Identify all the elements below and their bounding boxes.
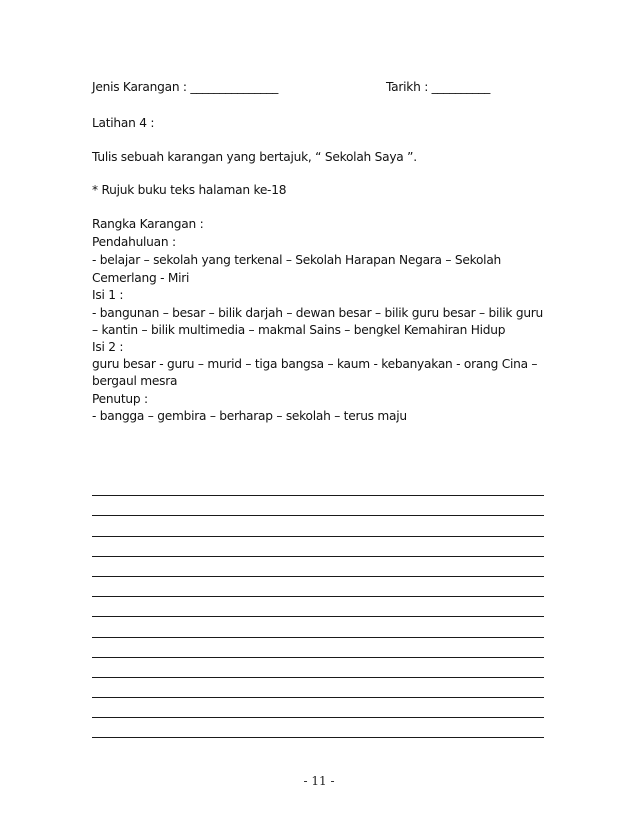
pendahuluan-heading: Pendahuluan : bbox=[92, 235, 176, 249]
pendahuluan-line: - belajar – sekolah yang terkenal – Sekolah Harapan Negara – Sekolah bbox=[92, 253, 502, 267]
isi1-line: – kantin – bilik multimedia – makmal Sains – bengkel Kemahiran Hidup bbox=[92, 323, 506, 337]
penutup-line: - bangga – gembira – berharap – sekolah – terus maju bbox=[92, 409, 407, 423]
penutup-heading: Penutup : bbox=[92, 392, 148, 406]
outline-heading: Rangka Karangan : bbox=[92, 217, 204, 231]
exercise-title: Latihan 4 : bbox=[92, 116, 155, 130]
writing-line[interactable] bbox=[92, 617, 544, 637]
writing-line[interactable] bbox=[92, 516, 544, 536]
isi1-heading: Isi 1 : bbox=[92, 288, 124, 302]
writing-line[interactable] bbox=[92, 718, 544, 738]
pendahuluan-line: Cemerlang - Miri bbox=[92, 271, 190, 285]
writing-line[interactable] bbox=[92, 658, 544, 678]
isi2-line: guru besar - guru – murid – tiga bangsa – kaum - kebanyakan - orang Cina – bbox=[92, 357, 538, 371]
writing-line[interactable] bbox=[92, 496, 544, 516]
jenis-karangan-field: Jenis Karangan : _______________ bbox=[92, 80, 279, 94]
writing-line[interactable] bbox=[92, 698, 544, 718]
writing-area[interactable] bbox=[92, 476, 544, 738]
textbook-reference: * Rujuk buku teks halaman ke-18 bbox=[92, 183, 287, 197]
writing-line[interactable] bbox=[92, 476, 544, 496]
writing-line[interactable] bbox=[92, 537, 544, 557]
writing-line[interactable] bbox=[92, 557, 544, 577]
writing-line[interactable] bbox=[92, 577, 544, 597]
tarikh-field: Tarikh : __________ bbox=[386, 80, 491, 94]
page-number: - 11 - bbox=[303, 774, 335, 788]
writing-line[interactable] bbox=[92, 678, 544, 698]
isi2-heading: Isi 2 : bbox=[92, 340, 124, 354]
isi1-line: - bangunan – besar – bilik darjah – dewan besar – bilik guru besar – bilik guru bbox=[92, 306, 544, 320]
writing-line[interactable] bbox=[92, 597, 544, 617]
exercise-instruction: Tulis sebuah karangan yang bertajuk, “ Sekolah Saya ”. bbox=[92, 150, 417, 164]
isi2-line: bergaul mesra bbox=[92, 374, 178, 388]
writing-line[interactable] bbox=[92, 638, 544, 658]
